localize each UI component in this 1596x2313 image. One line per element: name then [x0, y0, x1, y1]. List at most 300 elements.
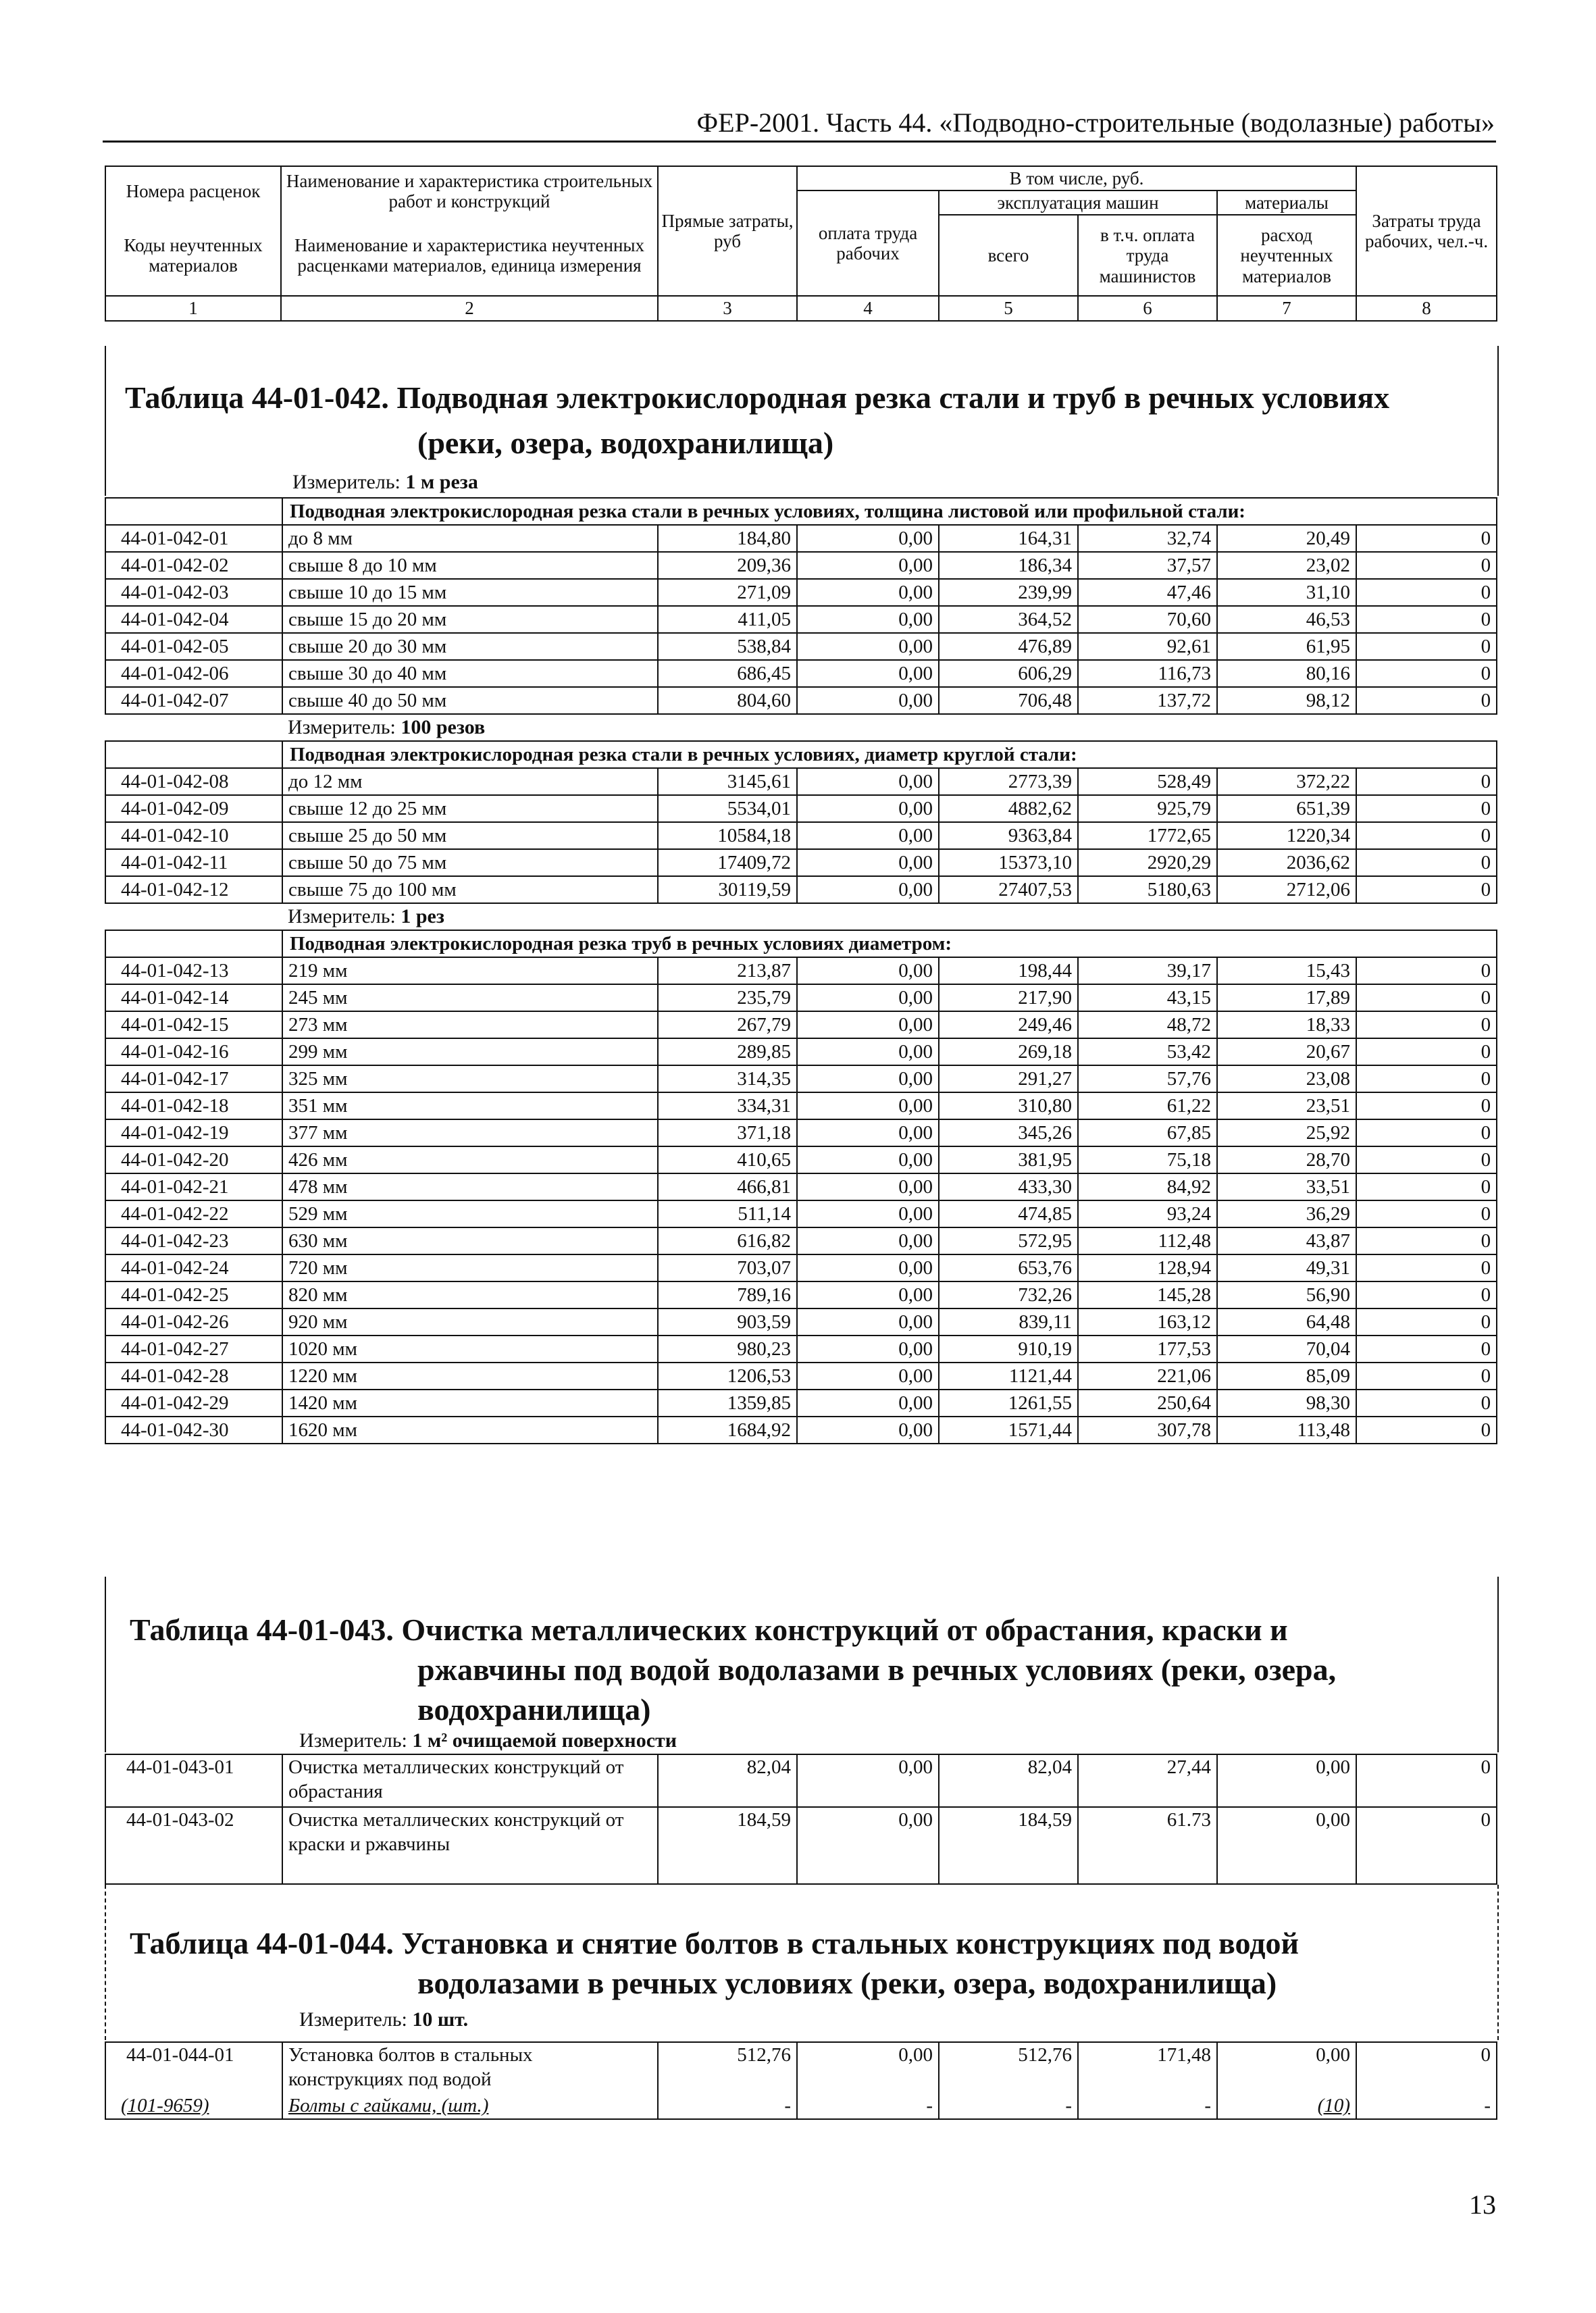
- machines-total: 184,59: [939, 1807, 1078, 1884]
- column-header-table: [105, 166, 1497, 322]
- materials-cost: 23,51: [1217, 1092, 1356, 1119]
- work-name: Очистка металлических конструкций от краски и ржавчины: [282, 1807, 658, 1884]
- materials-cost: 1220,34: [1217, 822, 1356, 849]
- operator-pay: 116,73: [1078, 660, 1217, 687]
- materials-cost: 98,30: [1217, 1390, 1356, 1417]
- operator-pay: 39,17: [1078, 957, 1217, 984]
- machines-total: 653,76: [939, 1254, 1078, 1281]
- work-name: 1020 мм: [282, 1336, 658, 1363]
- machines-total: 291,27: [939, 1065, 1078, 1092]
- table-row: [105, 1336, 1497, 1363]
- work-name: свыше 25 до 50 мм: [282, 822, 658, 849]
- rate-code: 44-01-042-15: [105, 1011, 282, 1038]
- table-042-measure1: [292, 471, 478, 494]
- machines-total: 381,95: [939, 1146, 1078, 1173]
- rate-code: 44-01-042-14: [105, 984, 282, 1011]
- rate-code: 44-01-042-18: [105, 1092, 282, 1119]
- col8-header: Затраты труда рабочих, чел.-ч.: [1356, 166, 1497, 296]
- machines-total: 9363,84: [939, 822, 1078, 849]
- labor-hours: 0: [1356, 687, 1497, 714]
- labor-hours: 0: [1356, 660, 1497, 687]
- operator-pay: 177,53: [1078, 1336, 1217, 1363]
- rate-code: 44-01-042-20: [105, 1146, 282, 1173]
- direct-cost: 184,59: [658, 1807, 797, 1884]
- table-row: [105, 1754, 1497, 1807]
- table-row: [105, 1200, 1497, 1227]
- rate-code: 44-01-042-13: [105, 957, 282, 984]
- labor-pay: 0,00: [797, 1092, 939, 1119]
- direct-cost: 267,79: [658, 1011, 797, 1038]
- direct-cost: 411,05: [658, 606, 797, 633]
- table-044-title-line1: Таблица 44-01-044. Установка и снятие болтов в стальных конструкциях под водой: [130, 1926, 1299, 1960]
- machines-total: 198,44: [939, 957, 1078, 984]
- direct-cost: 3145,61: [658, 768, 797, 795]
- table-row: [105, 1308, 1497, 1336]
- labor-pay: -: [797, 2093, 939, 2119]
- table-row: [105, 1038, 1497, 1065]
- labor-hours: 0: [1356, 552, 1497, 579]
- labor-hours: 0: [1356, 606, 1497, 633]
- labor-hours: 0: [1356, 1146, 1497, 1173]
- col2-top: Наименование и характеристика строительных работ и конструкций: [281, 166, 658, 215]
- materials-cost: 0,00: [1217, 1754, 1356, 1807]
- rate-code: 44-01-042-19: [105, 1119, 282, 1146]
- rate-code: 44-01-042-30: [105, 1417, 282, 1444]
- materials-cost: 23,02: [1217, 552, 1356, 579]
- labor-hours: 0: [1356, 633, 1497, 660]
- labor-pay: 0,00: [797, 1038, 939, 1065]
- labor-pay: 0,00: [797, 660, 939, 687]
- operator-pay: 70,60: [1078, 606, 1217, 633]
- col2-bottom: Наименование и характеристика неучтенных расценками материалов, единица измерения: [281, 215, 658, 296]
- work-name: свыше 75 до 100 мм: [282, 876, 658, 903]
- table-row: [105, 1227, 1497, 1254]
- labor-hours: 0: [1356, 1065, 1497, 1092]
- machines-total: 82,04: [939, 1754, 1078, 1807]
- table-row: [105, 1092, 1497, 1119]
- labor-pay: 0,00: [797, 633, 939, 660]
- labor-pay: 0,00: [797, 768, 939, 795]
- table-row: [105, 579, 1497, 606]
- work-name: свыше 10 до 15 мм: [282, 579, 658, 606]
- labor-pay: 0,00: [797, 957, 939, 984]
- operator-pay: 93,24: [1078, 1200, 1217, 1227]
- machines-total: 15373,10: [939, 849, 1078, 876]
- machines-total: 1261,55: [939, 1390, 1078, 1417]
- material-row: [105, 2093, 1497, 2119]
- operator-pay: 250,64: [1078, 1390, 1217, 1417]
- direct-cost: 804,60: [658, 687, 797, 714]
- materials-cost: 15,43: [1217, 957, 1356, 984]
- work-name: свыше 15 до 20 мм: [282, 606, 658, 633]
- machines-total: 239,99: [939, 579, 1078, 606]
- labor-pay: 0,00: [797, 1754, 939, 1807]
- direct-cost: 209,36: [658, 552, 797, 579]
- machines-total: 433,30: [939, 1173, 1078, 1200]
- labor-hours: 0: [1356, 1092, 1497, 1119]
- table-row: [105, 525, 1497, 552]
- table-row: [105, 1119, 1497, 1146]
- table-042-grid: [105, 497, 1497, 1444]
- labor-hours: 0: [1356, 1227, 1497, 1254]
- col3-header: Прямые затраты, руб: [658, 166, 797, 296]
- table-row: [105, 822, 1497, 849]
- labor-hours: 0: [1356, 1308, 1497, 1336]
- col-number: 1: [105, 296, 281, 320]
- work-name: 426 мм: [282, 1146, 658, 1173]
- direct-cost: 410,65: [658, 1146, 797, 1173]
- labor-hours: 0: [1356, 1011, 1497, 1038]
- machines-total: 474,85: [939, 1200, 1078, 1227]
- table-row: [105, 957, 1497, 984]
- direct-cost: 289,85: [658, 1038, 797, 1065]
- work-name: 1420 мм: [282, 1390, 658, 1417]
- direct-cost: 903,59: [658, 1308, 797, 1336]
- work-name: свыше 20 до 30 мм: [282, 633, 658, 660]
- operator-pay: 37,57: [1078, 552, 1217, 579]
- rate-code: 44-01-042-28: [105, 1363, 282, 1390]
- labor-hours: 0: [1356, 768, 1497, 795]
- running-header: ФЕР-2001. Часть 44. «Подводно-строительные (водолазные) работы»: [696, 107, 1495, 138]
- col-number: 8: [1356, 296, 1497, 320]
- col-number: 7: [1217, 296, 1356, 320]
- materials-cost: 85,09: [1217, 1363, 1356, 1390]
- machines-total: 2773,39: [939, 768, 1078, 795]
- labor-pay: 0,00: [797, 2042, 939, 2093]
- labor-pay: 0,00: [797, 1336, 939, 1363]
- rate-code: 44-01-042-04: [105, 606, 282, 633]
- table-row: [105, 1390, 1497, 1417]
- labor-pay: 0,00: [797, 1065, 939, 1092]
- machines-total: 606,29: [939, 660, 1078, 687]
- labor-pay: 0,00: [797, 525, 939, 552]
- machines-total: 345,26: [939, 1119, 1078, 1146]
- work-name: 630 мм: [282, 1227, 658, 1254]
- materials-cost: 31,10: [1217, 579, 1356, 606]
- table-044-measure: [299, 2008, 468, 2031]
- operator-pay: 1772,65: [1078, 822, 1217, 849]
- machines-total: 572,95: [939, 1227, 1078, 1254]
- operator-pay: 43,15: [1078, 984, 1217, 1011]
- labor-hours: 0: [1356, 1807, 1497, 1884]
- labor-pay: 0,00: [797, 552, 939, 579]
- direct-cost: 789,16: [658, 1281, 797, 1308]
- col1-top: Номера расценок: [105, 166, 281, 215]
- work-name: свыше 8 до 10 мм: [282, 552, 658, 579]
- table-043-title-line1: Таблица 44-01-043. Очистка металлических конструкций от обрастания, краски и: [130, 1612, 1288, 1647]
- operator-pay: 2920,29: [1078, 849, 1217, 876]
- rate-code: 44-01-042-22: [105, 1200, 282, 1227]
- labor-pay: 0,00: [797, 984, 939, 1011]
- rate-code: 44-01-042-09: [105, 795, 282, 822]
- section-heading: Подводная электрокислородная резка стали в речных условиях, толщина листовой или профильной стали:: [282, 498, 1497, 525]
- rate-code: 44-01-042-07: [105, 687, 282, 714]
- rate-code: 44-01-042-29: [105, 1390, 282, 1417]
- table-row: [105, 660, 1497, 687]
- materials-cost: 20,67: [1217, 1038, 1356, 1065]
- labor-pay: 0,00: [797, 606, 939, 633]
- direct-cost: 616,82: [658, 1227, 797, 1254]
- machines-total: 269,18: [939, 1038, 1078, 1065]
- rate-code: 44-01-042-24: [105, 1254, 282, 1281]
- table-row: [105, 633, 1497, 660]
- labor-hours: 0: [1356, 1417, 1497, 1444]
- work-name: 529 мм: [282, 1200, 658, 1227]
- materials-cost: 2036,62: [1217, 849, 1356, 876]
- materials-cost: 43,87: [1217, 1227, 1356, 1254]
- page-number: 13: [1469, 2189, 1496, 2220]
- direct-cost: 235,79: [658, 984, 797, 1011]
- measure-value: 1 рез: [401, 905, 444, 927]
- labor-hours: 0: [1356, 876, 1497, 903]
- labor-pay: 0,00: [797, 1146, 939, 1173]
- table-043-measure: [299, 1729, 677, 1752]
- material-consumption: (10): [1217, 2093, 1356, 2119]
- work-name: 1220 мм: [282, 1363, 658, 1390]
- rate-code: 44-01-042-12: [105, 876, 282, 903]
- col-number: 2: [281, 296, 658, 320]
- materials-cost: 56,90: [1217, 1281, 1356, 1308]
- measure-label: Измеритель:: [299, 2008, 407, 2031]
- work-name: свыше 30 до 40 мм: [282, 660, 658, 687]
- labor-hours: 0: [1356, 795, 1497, 822]
- table-row: [105, 849, 1497, 876]
- work-name: 273 мм: [282, 1011, 658, 1038]
- work-name: 820 мм: [282, 1281, 658, 1308]
- rate-code: 44-01-043-01: [105, 1754, 282, 1807]
- operator-pay: 61.73: [1078, 1807, 1217, 1884]
- labor-hours: 0: [1356, 1363, 1497, 1390]
- labor-hours: 0: [1356, 957, 1497, 984]
- rate-code: 44-01-043-02: [105, 1807, 282, 1884]
- work-name: 920 мм: [282, 1308, 658, 1336]
- labor-hours: 0: [1356, 2042, 1497, 2093]
- col7-header: расход неучтенных материалов: [1217, 215, 1356, 296]
- rate-code: 44-01-042-26: [105, 1308, 282, 1336]
- table-row: [105, 687, 1497, 714]
- operator-pay: 221,06: [1078, 1363, 1217, 1390]
- labor-pay: 0,00: [797, 1363, 939, 1390]
- header-rule: [103, 141, 1496, 143]
- labor-hours: 0: [1356, 579, 1497, 606]
- rate-code: 44-01-042-17: [105, 1065, 282, 1092]
- direct-cost: 466,81: [658, 1173, 797, 1200]
- labor-hours: 0: [1356, 822, 1497, 849]
- machines-total: 476,89: [939, 633, 1078, 660]
- direct-cost: 1206,53: [658, 1363, 797, 1390]
- labor-pay: 0,00: [797, 687, 939, 714]
- direct-cost: 314,35: [658, 1065, 797, 1092]
- table-row: [105, 1363, 1497, 1390]
- table-044-title-line2: водолазами в речных условиях (реки, озера, водохранилища): [417, 1966, 1277, 2000]
- direct-cost: 334,31: [658, 1092, 797, 1119]
- direct-cost: 184,80: [658, 525, 797, 552]
- rate-code: 44-01-042-16: [105, 1038, 282, 1065]
- machines-header: эксплуатация машин: [939, 190, 1217, 215]
- table-row: [105, 2042, 1497, 2093]
- materials-cost: 372,22: [1217, 768, 1356, 795]
- work-name: до 12 мм: [282, 768, 658, 795]
- machines-total: 217,90: [939, 984, 1078, 1011]
- materials-header: материалы: [1217, 190, 1356, 215]
- operator-pay: 92,61: [1078, 633, 1217, 660]
- col6-header: в т.ч. оплата труда машинистов: [1078, 215, 1217, 296]
- labor-hours: -: [1356, 2093, 1497, 2119]
- materials-cost: 28,70: [1217, 1146, 1356, 1173]
- table-042-title-line2: (реки, озера, водохранилища): [417, 426, 834, 460]
- measure-blank-cell: [105, 903, 282, 930]
- operator-pay: 307,78: [1078, 1417, 1217, 1444]
- machines-total: 512,76: [939, 2042, 1078, 2093]
- labor-pay: 0,00: [797, 795, 939, 822]
- materials-cost: 33,51: [1217, 1173, 1356, 1200]
- labor-pay: 0,00: [797, 1281, 939, 1308]
- operator-pay: 5180,63: [1078, 876, 1217, 903]
- table-row: [105, 1146, 1497, 1173]
- direct-cost: 538,84: [658, 633, 797, 660]
- measure-blank-cell: [105, 714, 282, 741]
- machines-total: 310,80: [939, 1092, 1078, 1119]
- materials-cost: 23,08: [1217, 1065, 1356, 1092]
- operator-pay: 75,18: [1078, 1146, 1217, 1173]
- table-row: [105, 606, 1497, 633]
- measure-value: 100 резов: [401, 716, 486, 738]
- table-row: [105, 1281, 1497, 1308]
- col-number: 4: [797, 296, 939, 320]
- labor-hours: 0: [1356, 1336, 1497, 1363]
- machines-total: 4882,62: [939, 795, 1078, 822]
- work-name: свыше 12 до 25 мм: [282, 795, 658, 822]
- materials-cost: 80,16: [1217, 660, 1356, 687]
- operator-pay: 32,74: [1078, 525, 1217, 552]
- rate-code: 44-01-042-25: [105, 1281, 282, 1308]
- labor-hours: 0: [1356, 1200, 1497, 1227]
- work-name: свыше 40 до 50 мм: [282, 687, 658, 714]
- operator-pay: 84,92: [1078, 1173, 1217, 1200]
- materials-cost: 651,39: [1217, 795, 1356, 822]
- materials-cost: 20,49: [1217, 525, 1356, 552]
- labor-pay: 0,00: [797, 1390, 939, 1417]
- direct-cost: 686,45: [658, 660, 797, 687]
- measure-cell: [282, 714, 1497, 741]
- rate-code: 44-01-042-01: [105, 525, 282, 552]
- work-name: Очистка металлических конструкций от обрастания: [282, 1754, 658, 1807]
- work-name: 245 мм: [282, 984, 658, 1011]
- section-heading: Подводная электрокислородная резка труб в речных условиях диаметром:: [282, 930, 1497, 957]
- materials-cost: 36,29: [1217, 1200, 1356, 1227]
- rate-code: 44-01-042-08: [105, 768, 282, 795]
- labor-pay: 0,00: [797, 876, 939, 903]
- direct-cost: 17409,72: [658, 849, 797, 876]
- work-name: 478 мм: [282, 1173, 658, 1200]
- table-row: [105, 768, 1497, 795]
- machines-total: 249,46: [939, 1011, 1078, 1038]
- measure-cell: [282, 903, 1497, 930]
- machines-total: 1571,44: [939, 1417, 1078, 1444]
- rate-code: 44-01-042-06: [105, 660, 282, 687]
- materials-cost: 70,04: [1217, 1336, 1356, 1363]
- materials-cost: 0,00: [1217, 1807, 1356, 1884]
- operator-pay: 57,76: [1078, 1065, 1217, 1092]
- direct-cost: 30119,59: [658, 876, 797, 903]
- measure-label: Измеритель:: [299, 1729, 407, 1752]
- section-blank-cell: [105, 930, 282, 957]
- operator-pay: 27,44: [1078, 1754, 1217, 1807]
- operator-pay: 61,22: [1078, 1092, 1217, 1119]
- labor-hours: 0: [1356, 1254, 1497, 1281]
- table-row: [105, 1065, 1497, 1092]
- labor-hours: 0: [1356, 1281, 1497, 1308]
- col1-bottom: Коды неучтенных материалов: [105, 215, 281, 296]
- labor-hours: 0: [1356, 1173, 1497, 1200]
- labor-hours: 0: [1356, 984, 1497, 1011]
- work-name: до 8 мм: [282, 525, 658, 552]
- section-heading-row: [105, 930, 1497, 957]
- col4-header: оплата труда рабочих: [797, 190, 939, 296]
- operator-pay: 163,12: [1078, 1308, 1217, 1336]
- rate-code: 44-01-044-01: [105, 2042, 282, 2093]
- direct-cost: 703,07: [658, 1254, 797, 1281]
- work-name: 720 мм: [282, 1254, 658, 1281]
- section-blank-cell: [105, 741, 282, 768]
- materials-cost: 46,53: [1217, 606, 1356, 633]
- operator-pay: 128,94: [1078, 1254, 1217, 1281]
- table-row: [105, 1807, 1497, 1884]
- direct-cost: 511,14: [658, 1200, 797, 1227]
- direct-cost: 980,23: [658, 1336, 797, 1363]
- direct-cost: 1684,92: [658, 1417, 797, 1444]
- labor-pay: 0,00: [797, 579, 939, 606]
- direct-cost: 82,04: [658, 1754, 797, 1807]
- operator-pay: 528,49: [1078, 768, 1217, 795]
- table-row: [105, 552, 1497, 579]
- col5-header: всего: [939, 215, 1078, 296]
- direct-cost: 5534,01: [658, 795, 797, 822]
- table-row: [105, 1011, 1497, 1038]
- measure-value: 1 м реза: [405, 471, 478, 493]
- measure-value: 10 шт.: [412, 2008, 469, 2031]
- labor-hours: 0: [1356, 1038, 1497, 1065]
- labor-pay: 0,00: [797, 1417, 939, 1444]
- machines-total: 910,19: [939, 1336, 1078, 1363]
- measure-label: Измеритель:: [288, 716, 396, 738]
- materials-cost: 98,12: [1217, 687, 1356, 714]
- direct-cost: -: [658, 2093, 797, 2119]
- rate-code: 44-01-042-23: [105, 1227, 282, 1254]
- operator-pay: 47,46: [1078, 579, 1217, 606]
- work-name: 219 мм: [282, 957, 658, 984]
- labor-pay: 0,00: [797, 822, 939, 849]
- machines-total: 706,48: [939, 687, 1078, 714]
- table-row: [105, 984, 1497, 1011]
- labor-hours: 0: [1356, 849, 1497, 876]
- table-043-title-line3: водохранилища): [417, 1692, 651, 1727]
- labor-pay: 0,00: [797, 1254, 939, 1281]
- rate-code: 44-01-042-21: [105, 1173, 282, 1200]
- operator-pay: 145,28: [1078, 1281, 1217, 1308]
- measure-value: 1 м² очищаемой поверхности: [412, 1729, 677, 1752]
- machines-total: 27407,53: [939, 876, 1078, 903]
- labor-hours: 0: [1356, 1119, 1497, 1146]
- labor-hours: 0: [1356, 1390, 1497, 1417]
- materials-cost: 25,92: [1217, 1119, 1356, 1146]
- table-row: [105, 795, 1497, 822]
- materials-cost: 2712,06: [1217, 876, 1356, 903]
- labor-pay: 0,00: [797, 1119, 939, 1146]
- rate-code: 44-01-042-05: [105, 633, 282, 660]
- materials-cost: 113,48: [1217, 1417, 1356, 1444]
- col-number: 5: [939, 296, 1078, 320]
